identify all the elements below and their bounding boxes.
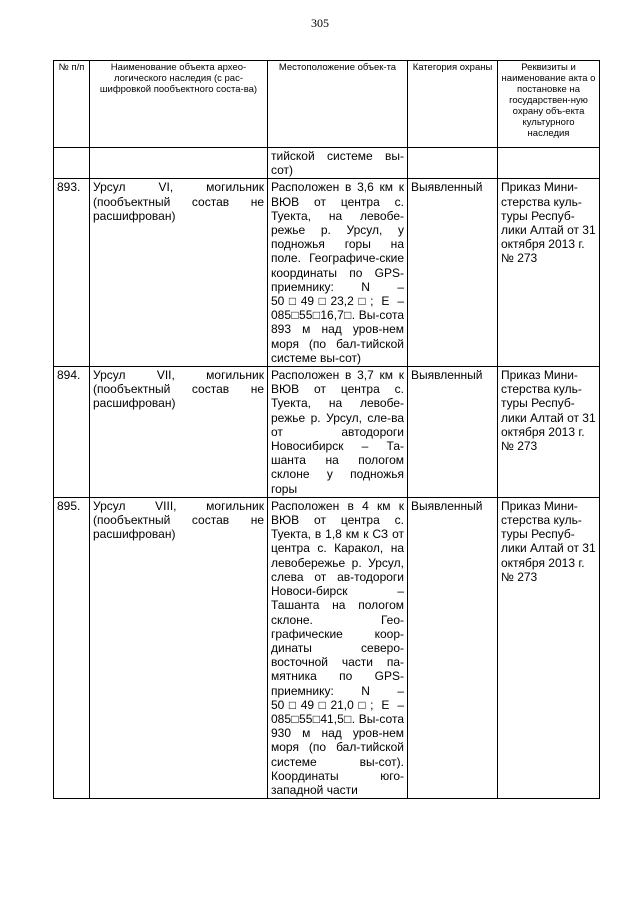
page-number: 305 [311, 16, 329, 30]
table-row [54, 179, 600, 367]
header-location: Местоположение объек-та [268, 61, 408, 148]
cell-location: тийской системе вы-сот) [268, 148, 408, 179]
heritage-registry-table [53, 60, 600, 799]
cell-name: Урсул VIII, могильник (пообъектный состав не расшифрован) [90, 497, 268, 798]
header-protection-category: Категория охраны [408, 61, 498, 148]
table-row-continuation [54, 148, 600, 179]
header-act-details: Реквизиты и наименование акта о постановке на государствен-ную охрану объ-екта культурного наследия [498, 61, 600, 148]
cell-number: 893. [54, 179, 90, 367]
table-row [54, 367, 600, 498]
cell-location: Расположен в 3,6 км к ВЮВ от центра с. Туекта, на левобе-режье р. Урсул, у подножья горы на поле. Географиче-ские координаты по GPS-приемнику: N – 50□49□23,2□; E – 085□55□16,7□. Вы-сота 893 м над уров-нем моря (по бал-тийской системе вы-сот) [268, 179, 408, 367]
cell-act: Приказ Мини-стерства куль-туры Респуб-лики Алтай от 31 октября 2013 г. № 273 [498, 497, 600, 798]
cell-number: 895. [54, 497, 90, 798]
cell-act: Приказ Мини-стерства куль-туры Респуб-лики Алтай от 31 октября 2013 г. № 273 [498, 367, 600, 498]
cell-number: 894. [54, 367, 90, 498]
cell-name [90, 148, 268, 179]
cell-act: Приказ Мини-стерства куль-туры Респуб-лики Алтай от 31 октября 2013 г. № 273 [498, 179, 600, 367]
cell-category: Выявленный [408, 497, 498, 798]
cell-act [498, 148, 600, 179]
table-header-row [54, 61, 600, 148]
cell-name: Урсул VI, могильник (пообъектный состав не расшифрован) [90, 179, 268, 367]
header-number: № п/п [54, 61, 90, 148]
cell-category: Выявленный [408, 179, 498, 367]
cell-location: Расположен в 4 км к ВЮВ от центра с. Туекта, в 1,8 км к СЗ от центра с. Каракол, на левобережье р. Урсул, слева от ав-тодороги Новоси-бирск – Ташанта на пологом склоне. Гео-графические коор-динаты северо-восточной части па-мятника по GPS-приемнику: N – 50□49□21,0□; E – 085□55□41,5□. Вы-сота 930 м над уров-нем моря (по бал-тийской системе вы-сот). Координаты юго-западной части [268, 497, 408, 798]
table-row [54, 497, 600, 798]
cell-number [54, 148, 90, 179]
cell-location: Расположен в 3,7 км к ВЮВ от центра с. Туекта, на левобе-режье р. Урсул, сле-ва от автодороги Новосибирск – Та-шанта на пологом склоне у подножья горы [268, 367, 408, 498]
cell-category [408, 148, 498, 179]
header-object-name: Наименование объекта архео-логического наследия (с рас-шифровкой пообъектного соста-ва) [90, 61, 268, 148]
cell-name: Урсул VII, могильник (пообъектный состав не расшифрован) [90, 367, 268, 498]
cell-category: Выявленный [408, 367, 498, 498]
